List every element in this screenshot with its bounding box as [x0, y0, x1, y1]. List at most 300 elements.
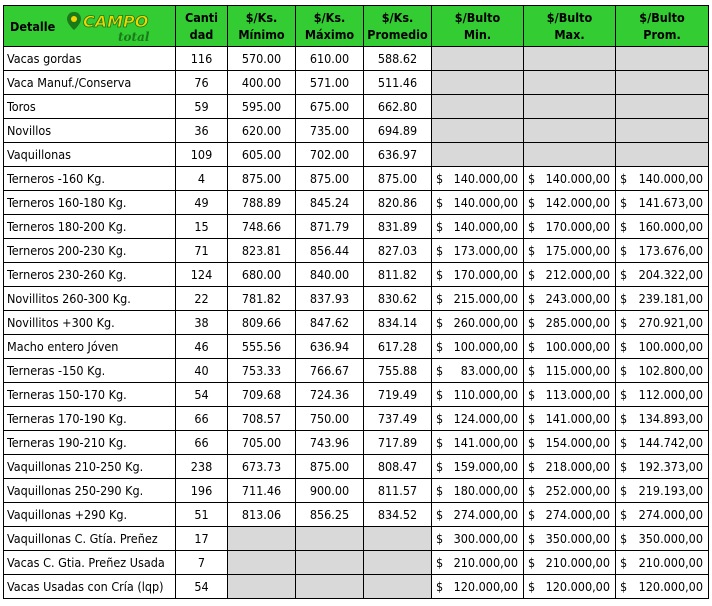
cell-detalle: Terneras -150 Kg. — [4, 359, 176, 383]
table-row — [4, 191, 709, 215]
cell-prom: 737.49 — [364, 407, 432, 431]
cell-bulto-min-empty — [432, 95, 524, 119]
cell-min: 809.66 — [228, 311, 296, 335]
cell-max: 875.00 — [296, 455, 364, 479]
currency-symbol: $ — [436, 363, 444, 378]
cell-bulto-max — [524, 503, 616, 527]
cell-min-empty — [228, 527, 296, 551]
cell-detalle: Terneros 160-180 Kg. — [4, 191, 176, 215]
cell-max: 743.96 — [296, 431, 364, 455]
amount: 115.000,00 — [545, 363, 610, 378]
cell-detalle: Macho entero Jóven — [4, 335, 176, 359]
cell-bulto-max — [524, 287, 616, 311]
table-row — [4, 215, 709, 239]
cell-prom: 617.28 — [364, 335, 432, 359]
amount: 285.000,00 — [545, 315, 610, 330]
currency-symbol: $ — [436, 483, 444, 498]
cell-bulto-prom — [616, 263, 709, 287]
cell-bulto-max — [524, 311, 616, 335]
cell-bulto-max — [524, 479, 616, 503]
cell-bulto-min-empty — [432, 119, 524, 143]
amount: 180.000,00 — [453, 483, 518, 498]
currency-symbol: $ — [436, 555, 444, 570]
cell-bulto-max — [524, 239, 616, 263]
table-row — [4, 527, 709, 551]
header-bulto-min-line2: Min. — [463, 27, 492, 42]
amount: 120.000,00 — [453, 579, 518, 594]
table-row — [4, 455, 709, 479]
cell-prom: 755.88 — [364, 359, 432, 383]
currency-symbol: $ — [528, 579, 536, 594]
cell-bulto-max-empty — [524, 119, 616, 143]
header-bulto-prom-line2: Prom. — [643, 27, 681, 42]
cell-prom: 834.14 — [364, 311, 432, 335]
header-prom-line1: $/Ks. — [381, 10, 414, 25]
cell-bulto-min — [432, 431, 524, 455]
cell-bulto-min — [432, 527, 524, 551]
cell-min-empty — [228, 551, 296, 575]
header-max — [296, 6, 364, 47]
cell-min: 705.00 — [228, 431, 296, 455]
header-bulto-max-line1: $/Bulto — [546, 10, 593, 25]
amount: 219.193,00 — [638, 483, 703, 498]
currency-symbol: $ — [620, 363, 628, 378]
cell-min: 555.56 — [228, 335, 296, 359]
table-row — [4, 407, 709, 431]
cell-min: 788.89 — [228, 191, 296, 215]
table-row — [4, 359, 709, 383]
amount: 243.000,00 — [545, 291, 610, 306]
cell-bulto-prom — [616, 479, 709, 503]
currency-symbol: $ — [528, 411, 536, 426]
currency-symbol: $ — [436, 267, 444, 282]
amount: 83.000,00 — [460, 363, 518, 378]
cell-max: 610.00 — [296, 47, 364, 71]
cell-max: 847.62 — [296, 311, 364, 335]
currency-symbol: $ — [436, 339, 444, 354]
cell-min: 708.57 — [228, 407, 296, 431]
cell-detalle: Vacas gordas — [4, 47, 176, 71]
amount: 144.742,00 — [638, 435, 703, 450]
cell-min: 595.00 — [228, 95, 296, 119]
currency-symbol: $ — [528, 171, 536, 186]
cell-detalle: Terneras 190-210 Kg. — [4, 431, 176, 455]
cell-bulto-prom — [616, 431, 709, 455]
cell-cantidad: 7 — [176, 551, 228, 575]
cell-bulto-prom — [616, 527, 709, 551]
amount: 212.000,00 — [545, 267, 610, 282]
header-bulto-max-line2: Max. — [554, 27, 585, 42]
cell-min: 875.00 — [228, 167, 296, 191]
cell-detalle: Terneras 150-170 Kg. — [4, 383, 176, 407]
amount: 154.000,00 — [545, 435, 610, 450]
cell-cantidad: 116 — [176, 47, 228, 71]
cell-bulto-min — [432, 383, 524, 407]
cell-bulto-min — [432, 263, 524, 287]
cell-bulto-max — [524, 215, 616, 239]
cell-bulto-min — [432, 575, 524, 599]
amount: 173.000,00 — [453, 243, 518, 258]
cell-detalle: Novillitos 260-300 Kg. — [4, 287, 176, 311]
amount: 141.000,00 — [545, 411, 610, 426]
cell-cantidad: 196 — [176, 479, 228, 503]
currency-symbol: $ — [528, 555, 536, 570]
cell-cantidad: 71 — [176, 239, 228, 263]
cell-bulto-min — [432, 407, 524, 431]
cell-max: 840.00 — [296, 263, 364, 287]
cell-bulto-prom-empty — [616, 47, 709, 71]
currency-symbol: $ — [436, 459, 444, 474]
cell-bulto-min — [432, 551, 524, 575]
cell-bulto-max-empty — [524, 95, 616, 119]
table-row — [4, 503, 709, 527]
cell-max-empty — [296, 551, 364, 575]
currency-symbol: $ — [528, 219, 536, 234]
cell-bulto-min — [432, 455, 524, 479]
cell-cantidad: 22 — [176, 287, 228, 311]
cell-cantidad: 59 — [176, 95, 228, 119]
currency-symbol: $ — [620, 435, 628, 450]
currency-symbol: $ — [528, 483, 536, 498]
cell-detalle: Vaquillonas 250-290 Kg. — [4, 479, 176, 503]
cell-bulto-min-empty — [432, 47, 524, 71]
cell-min: 400.00 — [228, 71, 296, 95]
cell-cantidad: 17 — [176, 527, 228, 551]
amount: 100.000,00 — [453, 339, 518, 354]
cell-max-empty — [296, 527, 364, 551]
cell-bulto-prom — [616, 191, 709, 215]
currency-symbol: $ — [528, 507, 536, 522]
cell-prom: 636.97 — [364, 143, 432, 167]
table-row — [4, 119, 709, 143]
cell-cantidad: 238 — [176, 455, 228, 479]
amount: 112.000,00 — [638, 387, 703, 402]
cell-bulto-prom — [616, 407, 709, 431]
table-row — [4, 383, 709, 407]
cell-cantidad: 54 — [176, 575, 228, 599]
cell-bulto-max-empty — [524, 47, 616, 71]
cell-max: 900.00 — [296, 479, 364, 503]
amount: 170.000,00 — [453, 267, 518, 282]
cell-max: 735.00 — [296, 119, 364, 143]
cell-bulto-prom — [616, 215, 709, 239]
amount: 274.000,00 — [638, 507, 703, 522]
cell-prom: 808.47 — [364, 455, 432, 479]
cell-bulto-prom — [616, 167, 709, 191]
cell-bulto-min-empty — [432, 143, 524, 167]
cell-min: 813.06 — [228, 503, 296, 527]
amount: 141.000,00 — [453, 435, 518, 450]
cell-bulto-prom — [616, 287, 709, 311]
table-row — [4, 95, 709, 119]
cell-prom: 830.62 — [364, 287, 432, 311]
cell-prom: 831.89 — [364, 215, 432, 239]
currency-symbol: $ — [620, 339, 628, 354]
cell-bulto-prom — [616, 239, 709, 263]
header-cantidad-line2: dad — [189, 27, 214, 42]
header-row — [4, 6, 709, 47]
cell-bulto-max — [524, 527, 616, 551]
cell-detalle: Toros — [4, 95, 176, 119]
cell-prom: 811.82 — [364, 263, 432, 287]
cell-bulto-max — [524, 359, 616, 383]
cell-min: 620.00 — [228, 119, 296, 143]
header-bulto-prom-line1: $/Bulto — [639, 10, 685, 25]
currency-symbol: $ — [620, 315, 628, 330]
cell-detalle: Novillitos +300 Kg. — [4, 311, 176, 335]
cell-prom: 875.00 — [364, 167, 432, 191]
cell-cantidad: 66 — [176, 407, 228, 431]
price-table — [3, 5, 709, 599]
currency-symbol: $ — [436, 243, 444, 258]
currency-symbol: $ — [528, 531, 536, 546]
cell-min: 570.00 — [228, 47, 296, 71]
cell-prom: 827.03 — [364, 239, 432, 263]
header-detalle-label: Detalle — [10, 18, 56, 34]
amount: 102.800,00 — [638, 363, 703, 378]
cell-bulto-prom — [616, 503, 709, 527]
cell-min: 753.33 — [228, 359, 296, 383]
header-max-line2: Máximo — [304, 27, 355, 42]
currency-symbol: $ — [620, 459, 628, 474]
table-row — [4, 287, 709, 311]
table-body — [4, 47, 709, 599]
currency-symbol: $ — [620, 195, 628, 210]
cell-prom-empty — [364, 575, 432, 599]
cell-prom: 717.89 — [364, 431, 432, 455]
cell-bulto-min — [432, 191, 524, 215]
cell-max: 750.00 — [296, 407, 364, 431]
header-bulto-max — [524, 6, 616, 47]
cell-min: 673.73 — [228, 455, 296, 479]
cell-detalle: Vaquillonas 210-250 Kg. — [4, 455, 176, 479]
cell-prom: 662.80 — [364, 95, 432, 119]
amount: 120.000,00 — [545, 579, 610, 594]
currency-symbol: $ — [436, 507, 444, 522]
cell-bulto-prom — [616, 335, 709, 359]
cell-bulto-max — [524, 167, 616, 191]
logo-subtext: total — [118, 30, 150, 44]
cell-detalle: Vaquillonas C. Gtía. Preñez — [4, 527, 176, 551]
header-min — [228, 6, 296, 47]
currency-symbol: $ — [528, 339, 536, 354]
currency-symbol: $ — [528, 267, 536, 282]
currency-symbol: $ — [620, 507, 628, 522]
cell-max: 845.24 — [296, 191, 364, 215]
cell-prom-empty — [364, 527, 432, 551]
cell-max: 571.00 — [296, 71, 364, 95]
cell-cantidad: 51 — [176, 503, 228, 527]
cell-bulto-prom — [616, 359, 709, 383]
cell-prom: 511.46 — [364, 71, 432, 95]
cell-min: 680.00 — [228, 263, 296, 287]
cell-bulto-max — [524, 551, 616, 575]
amount: 274.000,00 — [545, 507, 610, 522]
currency-symbol: $ — [436, 171, 444, 186]
cell-max-empty — [296, 575, 364, 599]
cell-bulto-min — [432, 359, 524, 383]
header-prom — [364, 6, 432, 47]
amount: 350.000,00 — [545, 531, 610, 546]
cell-max: 724.36 — [296, 383, 364, 407]
cell-max: 702.00 — [296, 143, 364, 167]
amount: 100.000,00 — [545, 339, 610, 354]
amount: 124.000,00 — [453, 411, 518, 426]
cell-prom: 694.89 — [364, 119, 432, 143]
currency-symbol: $ — [528, 243, 536, 258]
cell-cantidad: 66 — [176, 431, 228, 455]
cell-detalle: Terneros 200-230 Kg. — [4, 239, 176, 263]
cell-cantidad: 46 — [176, 335, 228, 359]
header-detalle — [4, 6, 176, 47]
cell-min: 605.00 — [228, 143, 296, 167]
amount: 142.000,00 — [545, 195, 610, 210]
cell-max: 875.00 — [296, 167, 364, 191]
cell-cantidad: 109 — [176, 143, 228, 167]
cell-bulto-max — [524, 431, 616, 455]
cell-bulto-min — [432, 479, 524, 503]
table-row — [4, 239, 709, 263]
amount: 274.000,00 — [453, 507, 518, 522]
logo-text: CAMPO — [83, 12, 149, 31]
cell-bulto-min — [432, 287, 524, 311]
amount: 100.000,00 — [638, 339, 703, 354]
cell-max: 856.25 — [296, 503, 364, 527]
currency-symbol: $ — [528, 315, 536, 330]
header-bulto-min — [432, 6, 524, 47]
cell-min: 711.46 — [228, 479, 296, 503]
amount: 239.181,00 — [638, 291, 703, 306]
cell-cantidad: 36 — [176, 119, 228, 143]
cell-detalle: Terneras 170-190 Kg. — [4, 407, 176, 431]
amount: 192.373,00 — [638, 459, 703, 474]
cell-bulto-min — [432, 503, 524, 527]
currency-symbol: $ — [436, 435, 444, 450]
currency-symbol: $ — [620, 267, 628, 282]
amount: 175.000,00 — [545, 243, 610, 258]
amount: 204.322,00 — [638, 267, 703, 282]
cell-max: 766.67 — [296, 359, 364, 383]
cell-bulto-prom-empty — [616, 71, 709, 95]
amount: 140.000,00 — [638, 171, 703, 186]
currency-symbol: $ — [436, 315, 444, 330]
amount: 210.000,00 — [545, 555, 610, 570]
amount: 270.921,00 — [638, 315, 703, 330]
header-cantidad — [176, 6, 228, 47]
currency-symbol: $ — [528, 291, 536, 306]
cell-detalle: Vacas C. Gtia. Preñez Usada — [4, 551, 176, 575]
cell-max: 856.44 — [296, 239, 364, 263]
currency-symbol: $ — [620, 411, 628, 426]
table-row — [4, 479, 709, 503]
cell-max: 871.79 — [296, 215, 364, 239]
cell-bulto-prom — [616, 455, 709, 479]
amount: 140.000,00 — [453, 171, 518, 186]
cell-bulto-max-empty — [524, 71, 616, 95]
amount: 140.000,00 — [453, 219, 518, 234]
currency-symbol: $ — [528, 435, 536, 450]
cell-bulto-prom — [616, 551, 709, 575]
table-row — [4, 551, 709, 575]
currency-symbol: $ — [620, 171, 628, 186]
cell-detalle: Vacas Usadas con Cría (lqp) — [4, 575, 176, 599]
cell-cantidad: 49 — [176, 191, 228, 215]
cell-bulto-min — [432, 335, 524, 359]
cell-cantidad: 4 — [176, 167, 228, 191]
table-row — [4, 263, 709, 287]
currency-symbol: $ — [528, 387, 536, 402]
cell-bulto-min-empty — [432, 71, 524, 95]
cell-min-empty — [228, 575, 296, 599]
amount: 120.000,00 — [638, 579, 703, 594]
cell-min: 709.68 — [228, 383, 296, 407]
cell-cantidad: 40 — [176, 359, 228, 383]
header-cantidad-line1: Canti — [184, 10, 219, 25]
cell-detalle: Novillos — [4, 119, 176, 143]
currency-symbol: $ — [436, 219, 444, 234]
cell-cantidad: 76 — [176, 71, 228, 95]
cell-detalle: Terneros 230-260 Kg. — [4, 263, 176, 287]
amount: 134.893,00 — [638, 411, 703, 426]
amount: 210.000,00 — [453, 555, 518, 570]
header-prom-line2: Promedio — [367, 27, 428, 42]
cell-detalle: Terneros 180-200 Kg. — [4, 215, 176, 239]
cell-prom: 588.62 — [364, 47, 432, 71]
cell-max: 675.00 — [296, 95, 364, 119]
cell-bulto-min — [432, 167, 524, 191]
amount: 141.673,00 — [638, 195, 703, 210]
amount: 173.676,00 — [638, 243, 703, 258]
cell-bulto-prom-empty — [616, 143, 709, 167]
cell-bulto-prom-empty — [616, 119, 709, 143]
cell-detalle: Vaquillonas — [4, 143, 176, 167]
cell-max: 837.93 — [296, 287, 364, 311]
cell-max: 636.94 — [296, 335, 364, 359]
cell-prom: 719.49 — [364, 383, 432, 407]
table-row — [4, 47, 709, 71]
currency-symbol: $ — [620, 483, 628, 498]
amount: 170.000,00 — [545, 219, 610, 234]
currency-symbol: $ — [620, 291, 628, 306]
cell-min: 748.66 — [228, 215, 296, 239]
amount: 140.000,00 — [453, 195, 518, 210]
amount: 210.000,00 — [638, 555, 703, 570]
currency-symbol: $ — [620, 387, 628, 402]
cell-bulto-prom — [616, 383, 709, 407]
amount: 110.000,00 — [453, 387, 518, 402]
currency-symbol: $ — [620, 219, 628, 234]
cell-bulto-max — [524, 407, 616, 431]
cell-bulto-max — [524, 383, 616, 407]
currency-symbol: $ — [620, 555, 628, 570]
cell-bulto-min — [432, 239, 524, 263]
currency-symbol: $ — [436, 411, 444, 426]
amount: 252.000,00 — [545, 483, 610, 498]
header-min-line1: $/Ks. — [245, 10, 278, 25]
cell-cantidad: 54 — [176, 383, 228, 407]
header-min-line2: Mínimo — [238, 27, 285, 42]
cell-detalle: Vaca Manuf./Conserva — [4, 71, 176, 95]
cell-bulto-max — [524, 191, 616, 215]
cell-bulto-prom-empty — [616, 95, 709, 119]
amount: 218.000,00 — [545, 459, 610, 474]
cell-cantidad: 15 — [176, 215, 228, 239]
cell-cantidad: 38 — [176, 311, 228, 335]
cell-bulto-max — [524, 455, 616, 479]
currency-symbol: $ — [620, 531, 628, 546]
currency-symbol: $ — [620, 243, 628, 258]
currency-symbol: $ — [528, 195, 536, 210]
